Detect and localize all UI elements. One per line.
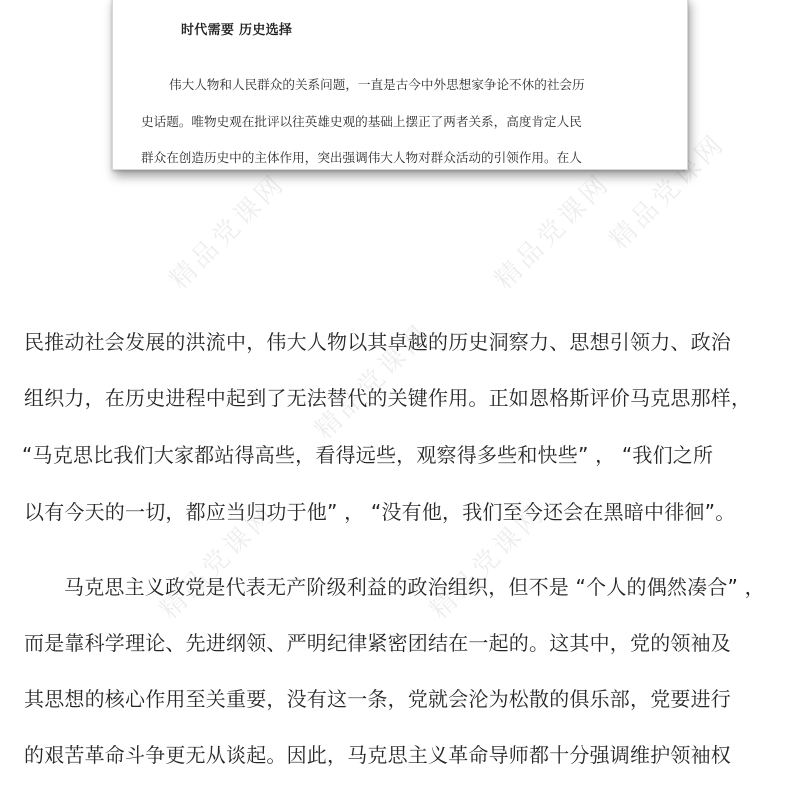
card-paragraph: [141, 67, 651, 177]
body-line: 民推动社会发展的洪流中，伟大人物以其卓越的历史洞察力、思想引领力、政治: [24, 330, 731, 354]
body-line: 以有今天的一切，都应当归功于他” ， “没有他，我们至今还会在黑暗中徘徊”。: [24, 500, 736, 524]
watermark-1: 精品党课网: [164, 168, 292, 296]
body-line: 的艰苦革命斗争更无从谈起。因此，马克思主义革命导师都十分强调维护领袖权: [24, 743, 731, 767]
card-line: 伟大人物和人民群众的关系问题，一直是古今中外思想家争论不休的社会历: [169, 77, 585, 92]
body-line: “马克思比我们大家都站得高些，看得远些，观察得多些和快些” ， “我们之所: [22, 443, 714, 467]
card-section-title: 时代需要 历史选择: [181, 23, 293, 38]
card-line: 群众在创造历史中的主体作用，突出强调伟大人物对群众活动的引领作用。在人: [141, 150, 582, 165]
body-line: 而是靠科学理论、先进纲领、严明纪律紧密团结在一起的。这其中，党的领袖及: [24, 631, 731, 655]
watermark-5: 精品党课网: [424, 498, 552, 626]
watermark-4: 精品党课网: [154, 498, 282, 626]
body-line-paragraph-start: 马克思主义政党是代表无产阶级利益的政治组织，但不是 “个人的偶然凑合” ，: [64, 575, 765, 599]
excerpt-card: [112, 0, 688, 170]
body-line: 其思想的核心作用至关重要，没有这一条，党就会沦为松散的俱乐部，党要进行: [24, 687, 731, 711]
watermark-3: 精品党课网: [309, 318, 437, 446]
body-line: 组织力，在历史进程中起到了无法替代的关键作用。正如恩格斯评价马克思那样，: [24, 386, 752, 410]
watermark-6: 精品党课网: [604, 128, 732, 256]
card-line: 史话题。唯物史观在批评以往英雄史观的基础上摆正了两者关系，高度肯定人民: [141, 113, 582, 129]
watermark-2: 精品党课网: [489, 168, 617, 296]
